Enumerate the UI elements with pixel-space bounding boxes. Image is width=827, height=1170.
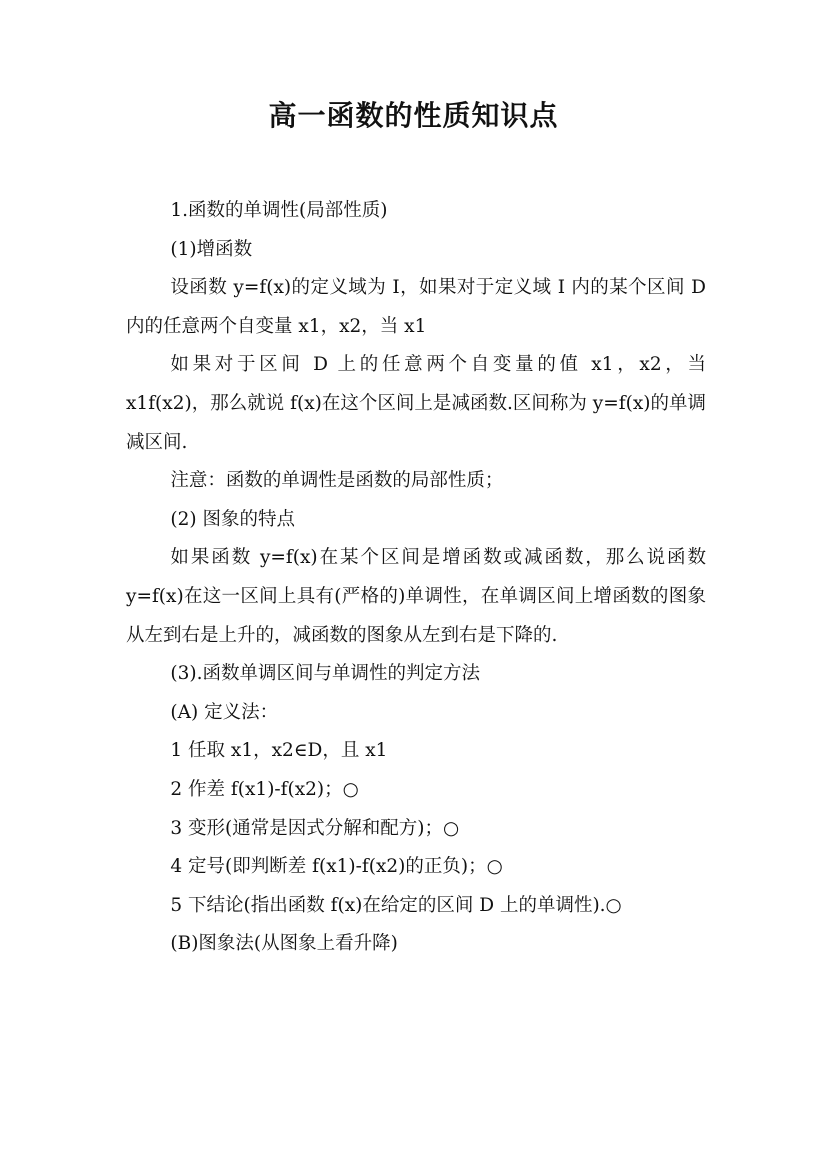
paragraph-step-1: 1 任取 x1，x2∈D，且 x1 — [170, 740, 388, 762]
paragraph-graph-features: 如果函数 y=f(x)在某个区间是增函数或减函数，那么说函数 y=f(x)在这一区间上具有(严格的)单调性，在单调区间上增函数的图象从左到右是上升的，减函数的图象从左到右是下降的. — [126, 547, 706, 646]
paragraph-increasing-definition: 设函数 y=f(x)的定义域为 I，如果对于定义域 I 内的某个区间 D 内的任意两个自变量 x1，x2，当 x1 — [126, 277, 706, 337]
paragraph-step-4: 4 定号(即判断差 f(x1)-f(x2)的正负)；○ — [170, 856, 503, 878]
document-title: 高一函数的性质知识点 — [268, 99, 559, 132]
paragraph-graph-method-heading: (B)图象法(从图象上看升降) — [170, 933, 398, 955]
paragraph-increasing-function-heading: (1)增函数 — [170, 238, 253, 260]
paragraph-definition-method-heading: (A) 定义法： — [170, 701, 279, 723]
paragraph-step-3: 3 变形(通常是因式分解和配方)；○ — [170, 817, 460, 839]
paragraph-note: 注意：函数的单调性是函数的局部性质； — [170, 470, 504, 492]
paragraph-monotonicity-heading: 1.函数的单调性(局部性质) — [170, 200, 388, 221]
document-body — [126, 192, 706, 964]
paragraph-step-2: 2 作差 f(x1)-f(x2)；○ — [170, 778, 359, 800]
paragraph-methods-heading: (3).函数单调区间与单调性的判定方法 — [170, 663, 480, 685]
paragraph-graph-features-heading: (2) 图象的特点 — [170, 508, 295, 530]
paragraph-decreasing-definition: 如果对于区间 D 上的任意两个自变量的值 x1，x2，当 x1f(x2)，那么就说 f(x)在这个区间上是减函数.区间称为 y=f(x)的单调减区间. — [126, 354, 706, 453]
paragraph-step-5: 5 下结论(指出函数 f(x)在给定的区间 D 上的单调性).○ — [170, 894, 622, 916]
